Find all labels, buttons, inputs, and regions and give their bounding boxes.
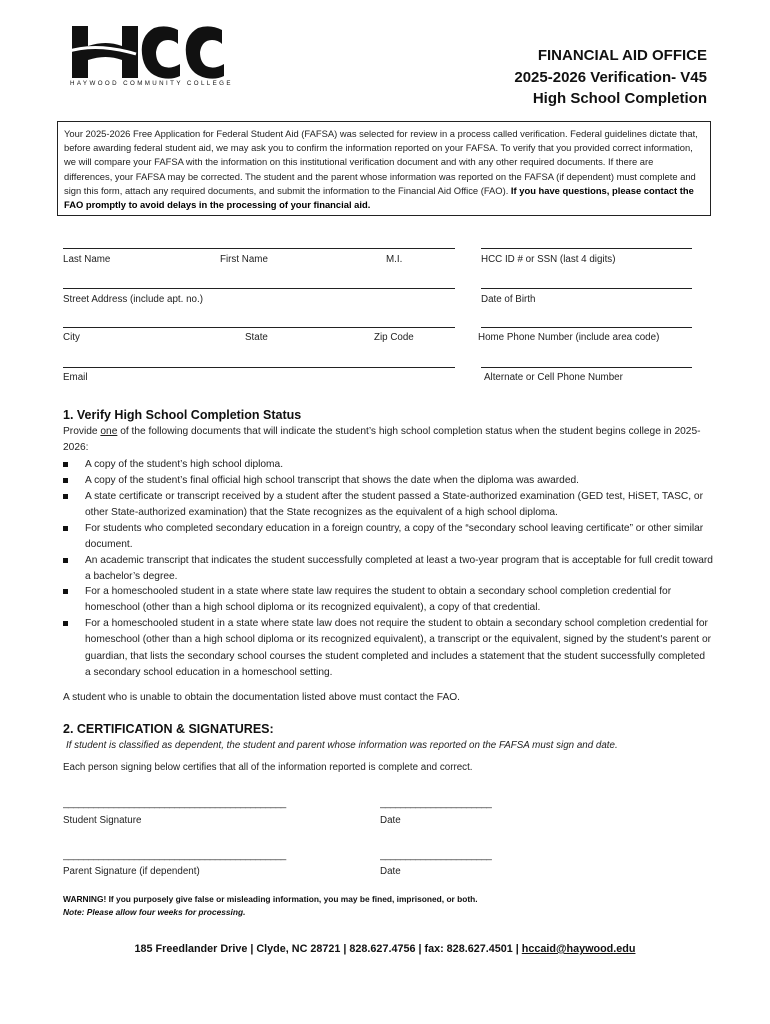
last-name-label: Last Name — [63, 254, 111, 265]
email-label: Email — [63, 372, 88, 383]
email-link[interactable]: hccaid@haywood.edu — [521, 943, 636, 955]
first-name-label: First Name — [220, 254, 268, 265]
section2-title: 2. CERTIFICATION & SIGNATURES: — [63, 722, 274, 736]
home-phone-line[interactable] — [481, 327, 692, 328]
parent-date-label: Date — [380, 866, 401, 877]
section2-italic: If student is classified as dependent, the student and parent whose information was reported on the FAFSA must sign and date. — [66, 740, 618, 751]
parent-signature-label: Parent Signature (if dependent) — [63, 866, 200, 877]
dob-line[interactable] — [481, 288, 692, 289]
student-date-label: Date — [380, 815, 401, 826]
form-subtitle: High School Completion — [532, 90, 707, 107]
parent-date-line[interactable]: ______________________ — [380, 850, 492, 861]
student-signature-label: Student Signature — [63, 815, 142, 826]
section1-title: 1. Verify High School Completion Status — [63, 408, 302, 422]
footer-address: 185 Freedlander Drive | Clyde, NC 28721 | 828.627.4756 | fax: 828.627.4501 | — [134, 943, 522, 955]
state-label: State — [245, 332, 268, 343]
email-line[interactable] — [63, 367, 455, 368]
section1-intro: Provide one of the following documents that will indicate the student’s high school completion status when the student begins college in 2025-2026: — [63, 426, 701, 454]
office-title: FINANCIAL AID OFFICE — [537, 47, 707, 64]
logo-subtitle: HAYWOOD COMMUNITY COLLEGE — [70, 80, 233, 87]
alt-phone-label: Alternate or Cell Phone Number — [484, 372, 623, 383]
student-date-line[interactable]: ______________________ — [380, 798, 492, 809]
hcc-id-line[interactable] — [481, 248, 692, 249]
dob-label: Date of Birth — [481, 294, 536, 305]
street-label: Street Address (include apt. no.) — [63, 294, 203, 305]
section2-certify: Each person signing below certifies that all of the information reported is complete and correct. — [63, 762, 473, 773]
name-line[interactable] — [63, 248, 455, 249]
home-phone-label: Home Phone Number (include area code) — [478, 332, 660, 343]
city-line[interactable] — [63, 327, 455, 328]
street-line[interactable] — [63, 288, 455, 289]
note-text: Note: Please allow four weeks for processing. — [63, 907, 246, 917]
alt-phone-line[interactable] — [481, 367, 692, 368]
footer-contact — [0, 943, 770, 955]
city-label: City — [63, 332, 80, 343]
intro-box — [57, 121, 711, 216]
student-signature-line[interactable]: ____________________________________________ — [63, 798, 286, 809]
warning-text: WARNING! If you purposely give false or misleading information, you may be fined, imprisoned, or both. — [63, 894, 478, 904]
intro-text: Your 2025-2026 Free Application for Federal Student Aid (FAFSA) was selected for review in a process called verification. Federal guidelines dictate that, before awarding federal student aid, we may ask you to confirm the information reported on your FAFSA. To verify that you provided correct information, we will compare your FAFSA with the information on this institutional verification document and with any other required documents. If there are differences, your FAFSA may be corrected. The student and the parent whose information was reported on the FAFSA (if dependent) must complete and sign this form, attach any required documents, and submit the information to the Financial Aid Office (FAO). — [64, 128, 698, 196]
section1-closing: A student who is unable to obtain the documentation listed above must contact the FAO. — [63, 692, 460, 703]
parent-signature-line[interactable]: ____________________________________________ — [63, 850, 286, 861]
hcc-id-label: HCC ID # or SSN (last 4 digits) — [481, 254, 616, 265]
mi-label: M.I. — [386, 254, 403, 265]
zip-label: Zip Code — [374, 332, 414, 343]
form-title: 2025-2026 Verification- V45 — [514, 69, 707, 86]
intro-bold-text: If you have questions, please contact the FAO promptly to avoid delays in the processing of your financial aid. — [64, 184, 694, 211]
